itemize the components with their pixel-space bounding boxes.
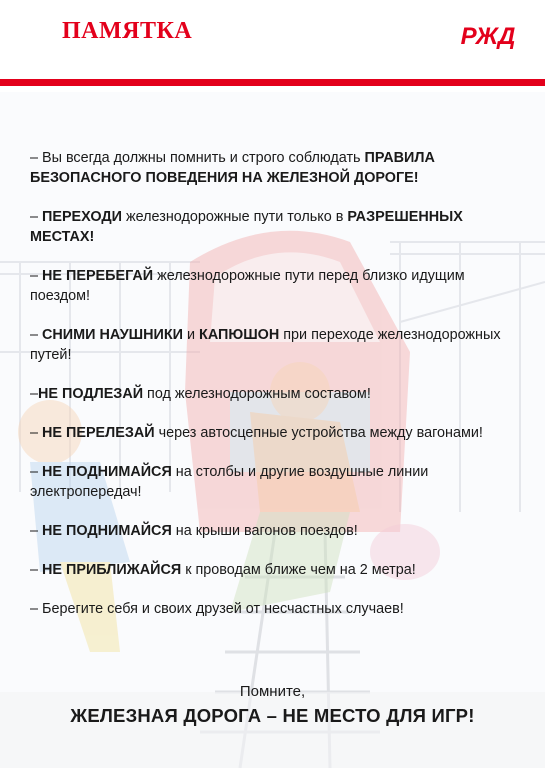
rule-text: при переходе железнодорожных путей! bbox=[30, 327, 501, 363]
rule-emphasis: НЕ ПОДНИМАЙСЯ bbox=[42, 464, 172, 480]
rule-emphasis: НЕ ПОДЛЕЗАЙ bbox=[38, 386, 144, 402]
rule-item bbox=[30, 521, 520, 541]
rule-text: к проводам ближе чем на 2 метра! bbox=[181, 562, 416, 578]
page-title: ПАМЯТКА bbox=[62, 18, 193, 44]
rule-item bbox=[30, 207, 520, 247]
rule-text: через автосцепные устройства между вагонами! bbox=[154, 425, 483, 441]
rule-emphasis: РАЗРЕШЕННЫХ МЕСТАХ! bbox=[30, 209, 463, 245]
rule-text: – bbox=[30, 268, 43, 284]
rule-emphasis: НЕ ПЕРЕЛЕЗАЙ bbox=[42, 425, 155, 441]
rule-text: на крыши вагонов поездов! bbox=[171, 523, 358, 539]
rule-emphasis: ПЕРЕХОДИ bbox=[42, 209, 122, 225]
rule-text: железнодорожные пути только в bbox=[121, 209, 348, 225]
rule-item bbox=[30, 384, 520, 404]
rule-emphasis: СНИМИ НАУШНИКИ bbox=[42, 327, 183, 343]
rzd-logo-icon bbox=[454, 22, 522, 50]
rule-emphasis: НЕ ПОДНИМАЙСЯ bbox=[42, 523, 172, 539]
rule-item bbox=[30, 148, 520, 188]
rule-text: – Берегите себя и своих друзей от несчастных случаев! bbox=[30, 601, 404, 617]
rule-text: – bbox=[30, 386, 39, 402]
rule-item bbox=[30, 462, 520, 502]
rule-text: – bbox=[30, 425, 43, 441]
rule-emphasis: НЕ ПЕРЕБЕГАЙ bbox=[42, 268, 154, 284]
footer-slogan: ЖЕЛЕЗНАЯ ДОРОГА – НЕ МЕСТО ДЛЯ ИГР! bbox=[70, 705, 475, 726]
rule-text: – bbox=[30, 464, 43, 480]
rule-emphasis: НЕ ПРИБЛИЖАЙСЯ bbox=[42, 562, 182, 578]
rzd-logo-text: РЖД bbox=[460, 23, 516, 50]
header-divider bbox=[0, 79, 545, 86]
rule-text: железнодорожные пути перед близко идущим поездом! bbox=[30, 268, 465, 304]
rule-text: – bbox=[30, 209, 43, 225]
rule-text: – bbox=[30, 327, 43, 343]
rule-text: под железнодорожным составом! bbox=[143, 386, 371, 402]
rules-list bbox=[30, 148, 520, 638]
rule-text: и bbox=[183, 327, 200, 343]
footer-remember: Помните, bbox=[239, 683, 306, 700]
rule-emphasis: КАПЮШОН bbox=[199, 327, 280, 343]
rule-text: на столбы и другие воздушные линии электропередач! bbox=[30, 464, 429, 500]
rule-item bbox=[30, 599, 520, 619]
rule-item bbox=[30, 560, 520, 580]
rule-item bbox=[30, 325, 520, 365]
rule-text: – bbox=[30, 562, 43, 578]
header bbox=[0, 0, 545, 92]
rule-item bbox=[30, 423, 520, 443]
rule-item bbox=[30, 266, 520, 306]
rule-text: – bbox=[30, 523, 43, 539]
rule-emphasis: ПРАВИЛА БЕЗОПАСНОГО ПОВЕДЕНИЯ НА ЖЕЛЕЗНОЙ ДОРОГЕ! bbox=[30, 150, 435, 186]
rule-text: – Вы всегда должны помнить и строго соблюдать bbox=[30, 150, 365, 166]
